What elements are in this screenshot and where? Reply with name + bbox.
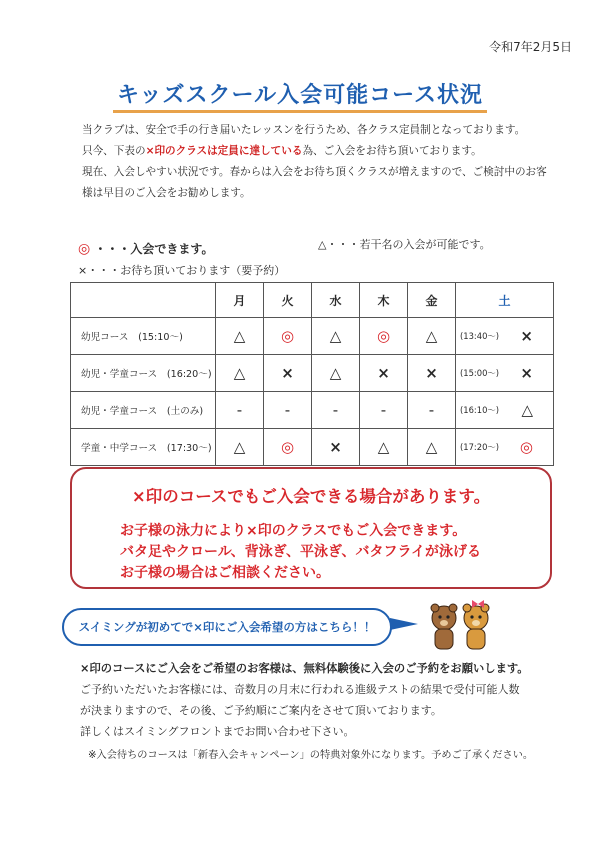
- status-cell: [360, 429, 408, 466]
- status-cell: [216, 355, 264, 392]
- status-cell: [312, 392, 360, 429]
- legend-triangle: △・・・若干名の入会が可能です。: [318, 238, 491, 251]
- status-mark: ×: [425, 364, 438, 382]
- saturday-mark: ◎: [519, 438, 533, 456]
- page-title-text: キッズスクール入会可能コース状況: [113, 83, 487, 113]
- status-mark: △: [233, 364, 246, 382]
- legend-circle: [78, 240, 213, 257]
- course-name: 幼児・学童コース (16:20～): [71, 355, 216, 392]
- status-mark: △: [425, 327, 438, 345]
- status-cell: [360, 392, 408, 429]
- table-row: [71, 392, 554, 429]
- saturday-time: (16:10～): [460, 405, 500, 415]
- course-name: 幼児コース (15:10～): [71, 318, 216, 355]
- status-cell: [312, 429, 360, 466]
- course-name: 幼児・学童コース (土のみ): [71, 392, 216, 429]
- legend-cross: ×・・・お待ち頂いております（要予約）: [78, 264, 286, 277]
- status-mark: -: [428, 401, 435, 419]
- header-cell: 木: [360, 283, 408, 318]
- status-mark: △: [329, 327, 342, 345]
- notice-box: [70, 467, 552, 589]
- status-cell: [408, 429, 456, 466]
- document-date: 令和7年2月5日: [489, 40, 572, 54]
- double-circle-icon: ◎: [78, 241, 91, 257]
- status-cell: [264, 392, 312, 429]
- notice-line: バタ足やクロール、背泳ぎ、平泳ぎ、バタフライが泳げる: [120, 544, 482, 560]
- saturday-cell: [456, 355, 554, 392]
- speech-bubble-tail: [390, 618, 418, 630]
- saturday-mark: △: [521, 401, 533, 419]
- status-cell: [408, 392, 456, 429]
- status-mark: -: [236, 401, 243, 419]
- header-cell: 金: [408, 283, 456, 318]
- status-mark: ◎: [376, 327, 391, 345]
- intro-text: 為、ご入会をお待ち頂いております。: [302, 145, 482, 157]
- saturday-time: (17:20～): [460, 442, 500, 452]
- status-mark: ×: [281, 364, 294, 382]
- page-title: [0, 78, 600, 109]
- status-mark: ×: [329, 438, 342, 456]
- status-mark: △: [377, 438, 390, 456]
- saturday-mark: ×: [520, 327, 533, 345]
- table-header-row: [71, 283, 554, 318]
- footnote: ※入会待ちのコースは「新春入会キャンペーン」の特典対象外になります。予めご了承ください。: [88, 750, 534, 761]
- status-cell: [408, 318, 456, 355]
- reservation-line: が決まりますので、その後、ご予約順にご案内をさせて頂いております。: [80, 704, 442, 717]
- status-cell: [312, 355, 360, 392]
- intro-text: 只今、下表の: [82, 145, 146, 157]
- status-mark: ◎: [280, 327, 295, 345]
- status-cell: [216, 392, 264, 429]
- reservation-info: [80, 658, 590, 742]
- notice-body: [120, 521, 540, 584]
- status-cell: [312, 318, 360, 355]
- status-mark: ×: [377, 364, 390, 382]
- intro-line: 現在、入会しやすい状況です。春からは入会をお待ち頂くクラスが増えますので、ご検討中のお客: [82, 166, 547, 178]
- status-cell: [216, 318, 264, 355]
- status-cell: [360, 318, 408, 355]
- header-cell: 水: [312, 283, 360, 318]
- saturday-cell: [456, 429, 554, 466]
- course-name: 学童・中学コース (17:30～): [71, 429, 216, 466]
- reservation-line: ご予約いただいたお客様には、奇数月の月末に行われる進級テストの結果で受付可能人数: [80, 683, 520, 696]
- table-row: [71, 355, 554, 392]
- status-mark: -: [380, 401, 387, 419]
- status-mark: △: [233, 438, 246, 456]
- notice-line: お子様の泳力により×印のクラスでもご入会できます。: [120, 523, 467, 539]
- intro-paragraph: [82, 120, 582, 204]
- table-row: [71, 318, 554, 355]
- notice-line: お子様の場合はご相談ください。: [120, 565, 330, 581]
- reservation-line: 詳しくはスイミングフロントまでお問い合わせ下さい。: [80, 725, 355, 738]
- status-mark: △: [329, 364, 342, 382]
- status-mark: ◎: [280, 438, 295, 456]
- speech-bubble: スイミングが初めてで×印にご入会希望の方はこちら！！: [62, 608, 392, 646]
- reservation-line-bold: ×印のコースにご入会をご希望のお客様は、無料体験後に入会のご予約をお願いします。: [80, 662, 529, 675]
- header-cell-saturday: 土: [456, 283, 554, 318]
- status-cell: [264, 318, 312, 355]
- saturday-cell: [456, 392, 554, 429]
- status-cell: [264, 355, 312, 392]
- header-cell: 火: [264, 283, 312, 318]
- notice-title: ×印のコースでもご入会できる場合があります。: [131, 487, 491, 506]
- header-cell: 月: [216, 283, 264, 318]
- status-cell: [360, 355, 408, 392]
- legend-circle-text: ・・・入会できます。: [94, 242, 214, 256]
- saturday-time: (15:00～): [460, 368, 500, 378]
- status-cell: [264, 429, 312, 466]
- status-cell: [216, 429, 264, 466]
- saturday-mark: ×: [520, 364, 533, 382]
- saturday-time: (13:40～): [460, 331, 500, 341]
- intro-line: 様は早目のご入会をお勧めします。: [82, 187, 251, 199]
- status-mark: △: [425, 438, 438, 456]
- saturday-cell: [456, 318, 554, 355]
- intro-emphasis: ×印のクラスは定員に達している: [145, 145, 303, 157]
- mascot-bears-icon: [426, 598, 496, 654]
- status-mark: -: [284, 401, 291, 419]
- intro-line: [82, 141, 582, 162]
- table-row: [71, 429, 554, 466]
- schedule-table: [70, 282, 554, 466]
- status-mark: △: [233, 327, 246, 345]
- status-mark: -: [332, 401, 339, 419]
- intro-line: 当クラブは、安全で手の行き届いたレッスンを行うため、各クラス定員制となっております。: [82, 124, 526, 136]
- header-cell: [71, 283, 216, 318]
- status-cell: [408, 355, 456, 392]
